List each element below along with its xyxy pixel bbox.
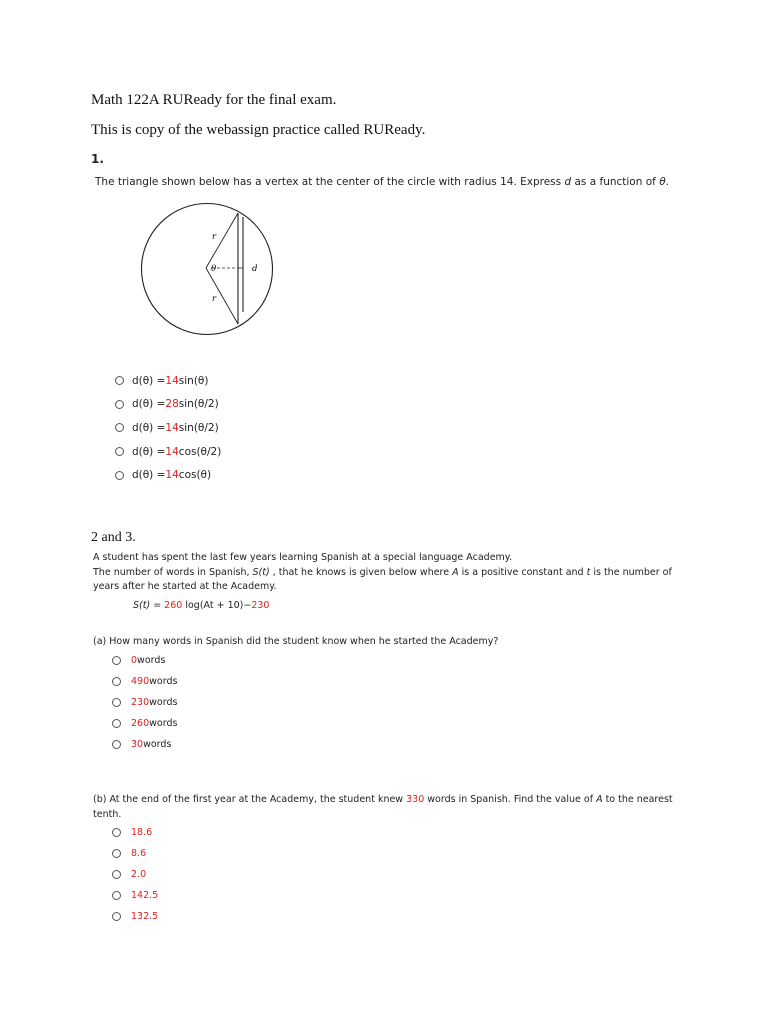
radio-button[interactable] <box>112 719 121 728</box>
q1-option-4[interactable]: d(θ) = 14 cos(θ/2) <box>115 440 221 464</box>
q2a-option-5[interactable]: 30 words <box>112 734 177 755</box>
q2b-option-5[interactable]: 132.5 <box>112 906 158 927</box>
q1-option-2[interactable]: d(θ) = 28 sin(θ/2) <box>115 393 221 417</box>
radio-button[interactable] <box>115 400 124 409</box>
q2b-option-4[interactable]: 142.5 <box>112 885 158 906</box>
triangle-side-bottom <box>206 268 238 324</box>
q1-option-3[interactable]: d(θ) = 14 sin(θ/2) <box>115 416 221 440</box>
question-1-options <box>115 369 221 487</box>
radio-button[interactable] <box>115 376 124 385</box>
radio-button[interactable] <box>112 656 121 665</box>
document-title: Math 122A RUReady for the final exam. <box>91 92 337 108</box>
label-r-top: r <box>212 232 217 242</box>
circle-triangle-figure <box>138 200 278 340</box>
question-2-3-number: 2 and 3. <box>91 530 136 545</box>
q2b-option-3[interactable]: 2.0 <box>112 864 158 885</box>
radio-button[interactable] <box>115 471 124 480</box>
radio-button[interactable] <box>112 912 121 921</box>
question-2a-options <box>112 650 177 755</box>
q2a-option-3[interactable]: 230 words <box>112 692 177 713</box>
q2a-option-1[interactable]: 0 words <box>112 650 177 671</box>
radio-button[interactable] <box>112 870 121 879</box>
radio-button[interactable] <box>112 740 121 749</box>
radio-button[interactable] <box>112 849 121 858</box>
question-2a-text: (a) How many words in Spanish did the student know when he started the Academy? <box>93 636 499 647</box>
question-1-number: 1. <box>91 152 104 166</box>
radio-button[interactable] <box>112 891 121 900</box>
q2a-option-4[interactable]: 260 words <box>112 713 177 734</box>
radio-button[interactable] <box>112 677 121 686</box>
triangle-side-top <box>206 213 238 268</box>
label-d: d <box>252 264 258 274</box>
q2b-option-2[interactable]: 8.6 <box>112 843 158 864</box>
question-2b-options <box>112 822 158 927</box>
q1-option-5[interactable]: d(θ) = 14 cos(θ) <box>115 463 221 487</box>
radio-button[interactable] <box>112 698 121 707</box>
radio-button[interactable] <box>115 423 124 432</box>
formula: S(t) = 260 log(At + 10)−230 <box>133 600 270 611</box>
question-1-text: The triangle shown below has a vertex at the center of the circle with radius 14. Express d as a function of θ. <box>95 176 669 188</box>
q1-option-1[interactable]: d(θ) = 14 sin(θ) <box>115 369 221 393</box>
radio-button[interactable] <box>112 828 121 837</box>
q2a-option-2[interactable]: 490 words <box>112 671 177 692</box>
question-2b-text: (b) At the end of the first year at the Academy, the student knew 330 words in Spanish. Find the value of A to the nearest tenth. <box>93 794 673 820</box>
question-2-3-intro: A student has spent the last few years learning Spanish at a special language Academy. The number of words in Spanish, S(t) , that he knows is given below where A is a positive constant and t is the number of years after he started at the Academy. <box>93 552 672 592</box>
label-theta: θ <box>211 264 217 274</box>
label-r-bottom: r <box>212 294 217 304</box>
document-subtitle: This is copy of the webassign practice called RUReady. <box>91 122 426 138</box>
q2b-option-1[interactable]: 18.6 <box>112 822 158 843</box>
radio-button[interactable] <box>115 447 124 456</box>
